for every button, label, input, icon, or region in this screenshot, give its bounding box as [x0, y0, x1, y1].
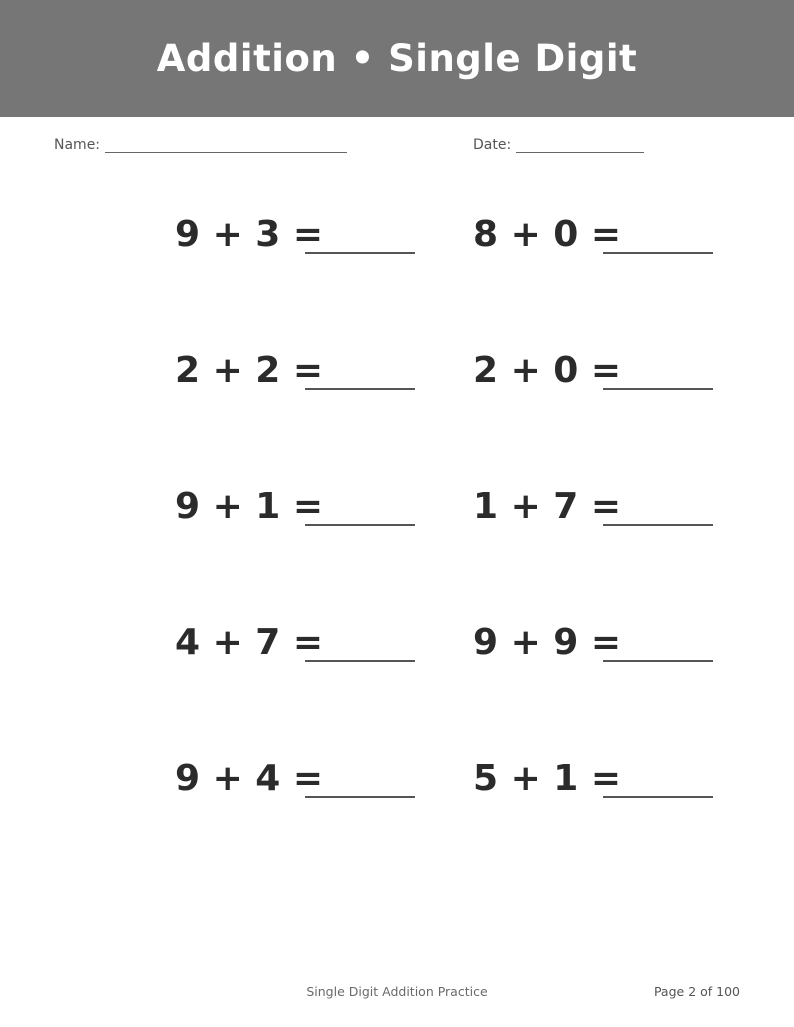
problem-expression: 9 + 4 = [175, 758, 324, 799]
name-label: Name: [54, 137, 101, 153]
name-field [54, 135, 347, 153]
problem-item [473, 487, 733, 547]
answer-line [603, 388, 713, 390]
answer-line [603, 660, 713, 662]
problem-item [175, 351, 435, 411]
problem-item [175, 215, 435, 275]
problem-expression: 9 + 1 = [175, 486, 324, 527]
answer-line [603, 252, 713, 254]
problem-item [473, 351, 733, 411]
problem-item [473, 215, 733, 275]
problem-item [473, 623, 733, 683]
date-blank-line [516, 136, 644, 153]
answer-line [305, 524, 415, 526]
problem-item [175, 623, 435, 683]
problem-expression: 2 + 2 = [175, 350, 324, 391]
problem-item [175, 487, 435, 547]
problem-expression: 5 + 1 = [473, 758, 622, 799]
problem-item [175, 759, 435, 819]
problem-expression: 4 + 7 = [175, 622, 324, 663]
problem-expression: 8 + 0 = [473, 214, 622, 255]
date-field [473, 135, 644, 153]
page-title: Addition • Single Digit [156, 37, 638, 80]
answer-line [305, 660, 415, 662]
problem-expression: 9 + 3 = [175, 214, 324, 255]
answer-line [603, 524, 713, 526]
answer-line [603, 796, 713, 798]
answer-line [305, 252, 415, 254]
date-label: Date: [473, 137, 512, 153]
page-header [0, 0, 794, 117]
answer-line [305, 796, 415, 798]
problem-expression: 2 + 0 = [473, 350, 622, 391]
footer-title: Single Digit Addition Practice [306, 984, 488, 999]
name-blank-line [105, 136, 347, 153]
problem-expression: 1 + 7 = [473, 486, 622, 527]
problem-item [473, 759, 733, 819]
page-number: Page 2 of 100 [653, 984, 740, 999]
answer-line [305, 388, 415, 390]
problem-expression: 9 + 9 = [473, 622, 622, 663]
